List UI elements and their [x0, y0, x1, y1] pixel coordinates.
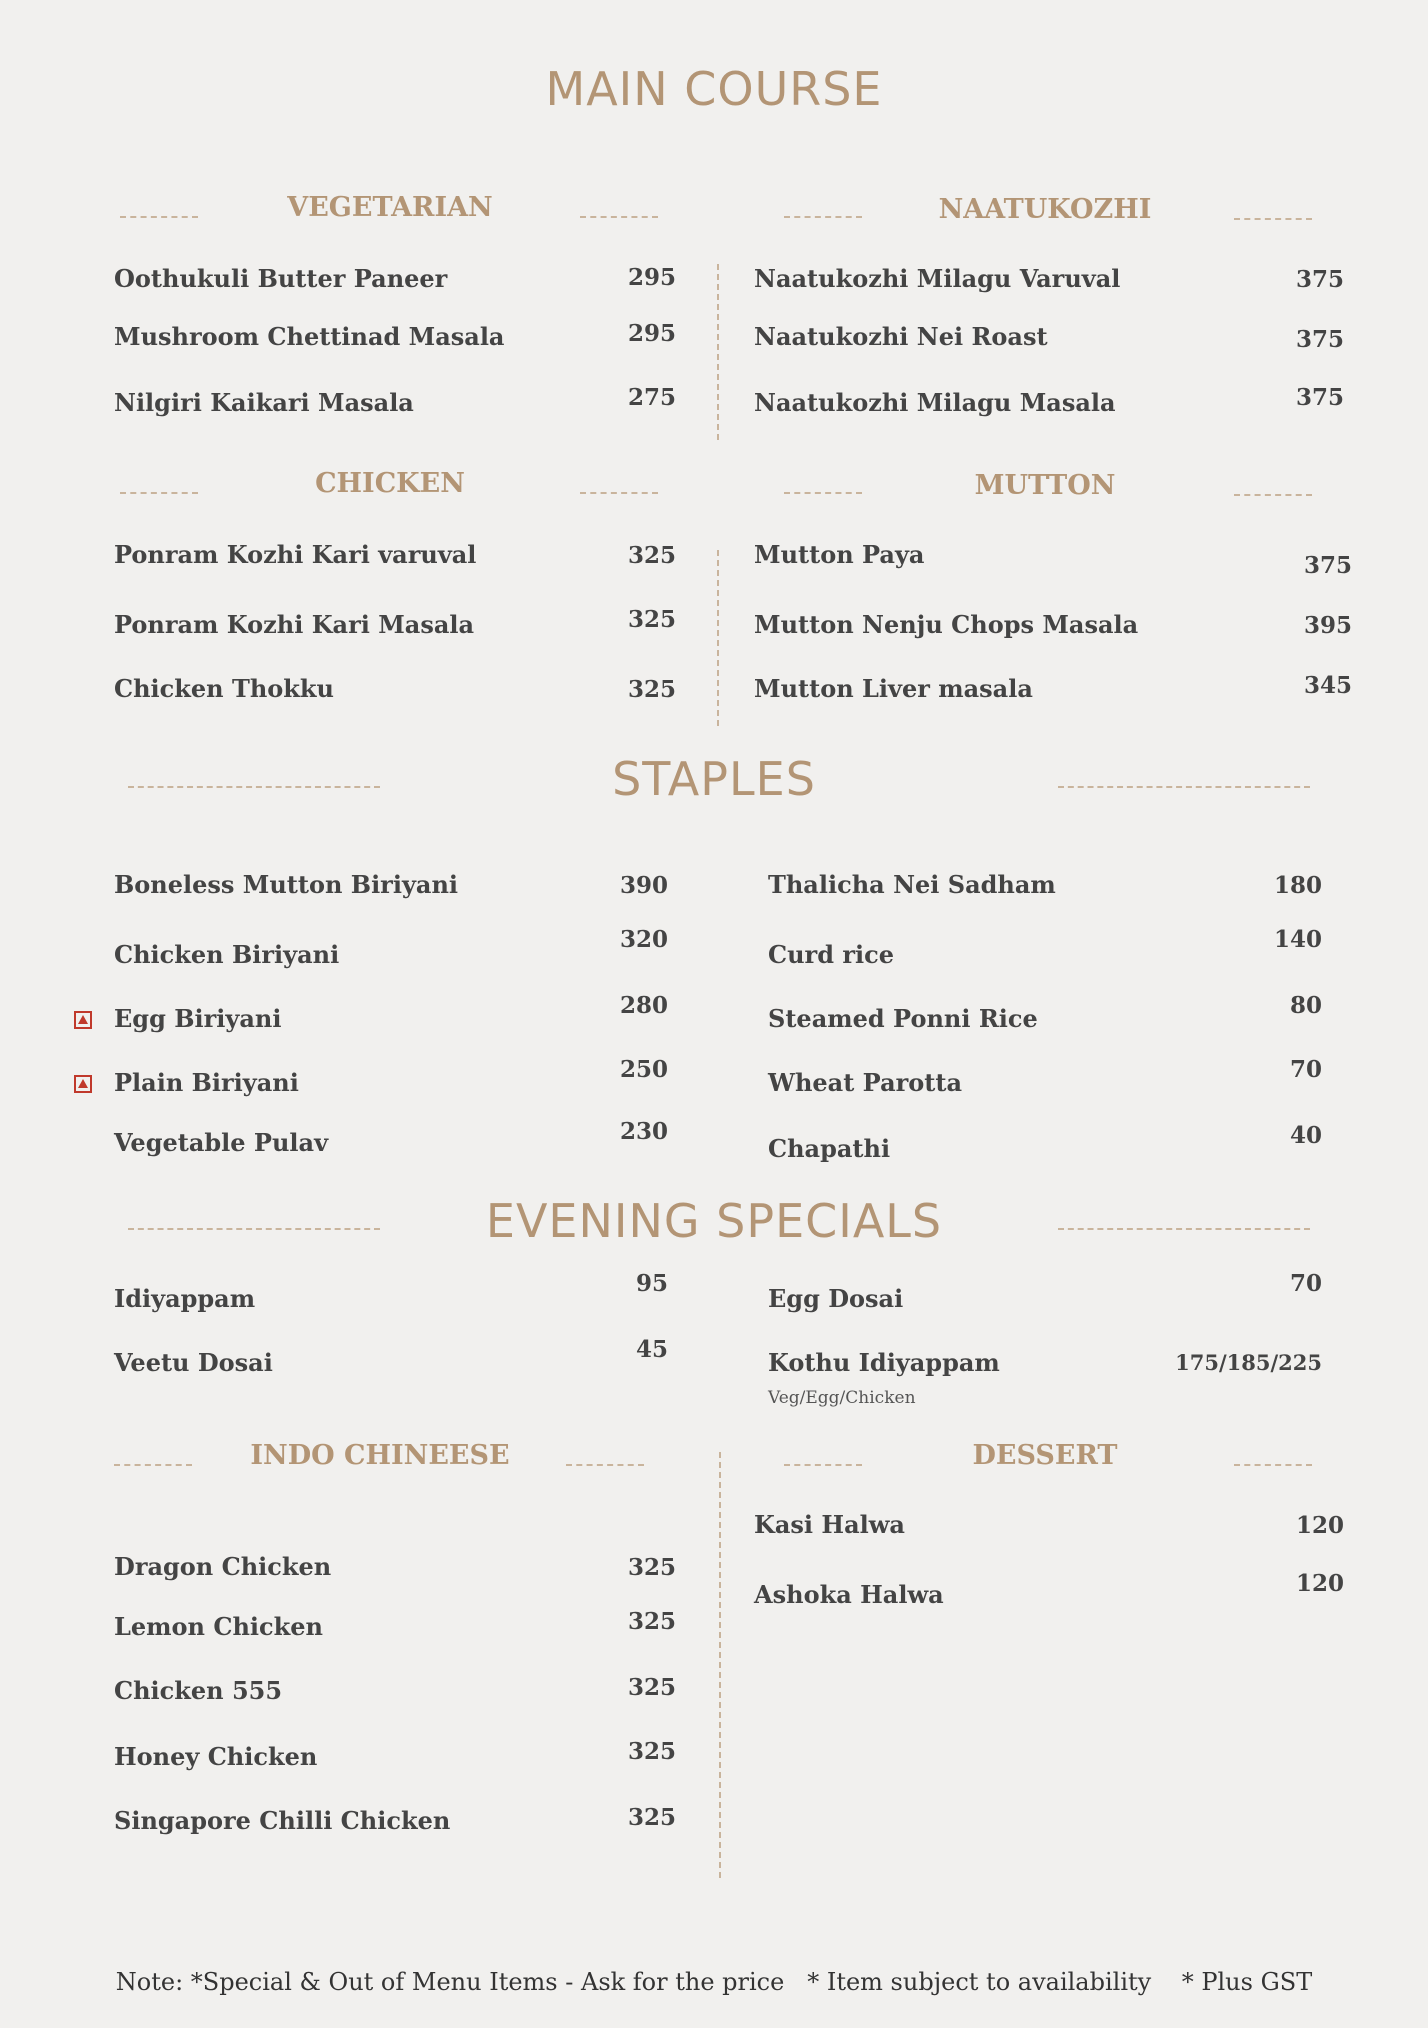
menu-item-price: 120 [1295, 1570, 1344, 1597]
menu-item-name: Dragon Chicken [114, 1552, 332, 1581]
menu-item-price: 120 [1295, 1512, 1344, 1539]
menu-item-name: Mutton Paya [754, 540, 925, 569]
menu-item-price: 295 [627, 264, 676, 291]
menu-item-price: 325 [627, 1674, 676, 1701]
menu-item-price: 325 [627, 1554, 676, 1581]
menu-item-name: Thalicha Nei Sadham [768, 870, 1056, 899]
menu-item-name: Wheat Parotta [768, 1068, 962, 1097]
menu-item-name: Naatukozhi Milagu Varuval [754, 264, 1121, 293]
menu-item-price: 325 [627, 1738, 676, 1765]
non-veg-icon [74, 1075, 92, 1093]
menu-item-price: 295 [627, 320, 676, 347]
menu-item-name: Curd rice [768, 940, 894, 969]
divider [120, 216, 198, 218]
indo-chineese-title: INDO CHINEESE [250, 1440, 510, 1471]
menu-item-name: Nilgiri Kaikari Masala [114, 388, 414, 417]
menu-item-name: Chapathi [768, 1134, 891, 1163]
menu-item-price: 70 [1289, 1056, 1322, 1083]
divider [784, 492, 862, 494]
divider [784, 216, 862, 218]
mutton-title: MUTTON [974, 470, 1116, 501]
divider [566, 1464, 644, 1466]
naatukozhi-title: NAATUKOZHI [938, 194, 1152, 225]
divider [1234, 218, 1312, 220]
menu-item-price: 345 [1303, 672, 1352, 699]
menu-item-price: 375 [1295, 266, 1344, 293]
vegetarian-title: VEGETARIAN [287, 192, 493, 223]
menu-item-name: Naatukozhi Milagu Masala [754, 388, 1116, 417]
menu-item-price: 320 [619, 926, 668, 953]
menu-item-price: 375 [1295, 384, 1344, 411]
menu-item-price: 325 [627, 1608, 676, 1635]
menu-item-price: 375 [1295, 326, 1344, 353]
menu-item-name: Lemon Chicken [114, 1612, 323, 1641]
divider [580, 492, 658, 494]
menu-item-price: 395 [1303, 612, 1352, 639]
menu-item-name: Ashoka Halwa [754, 1580, 944, 1609]
menu-item-price: 80 [1289, 992, 1322, 1019]
main-course-title: MAIN COURSE [545, 62, 883, 116]
menu-item-price: 230 [619, 1118, 668, 1145]
menu-item-price: 40 [1289, 1122, 1322, 1149]
menu-item-name: Veetu Dosai [114, 1348, 273, 1377]
column-divider [717, 550, 719, 726]
footer-note: Note: *Special & Out of Menu Items - Ask for the price * Item subject to availability * Plus GST [115, 1968, 1313, 1996]
menu-item-price: 280 [619, 992, 668, 1019]
menu-item-price: 180 [1273, 872, 1322, 899]
menu-item-price: 70 [1289, 1270, 1322, 1297]
menu-item-price: 325 [627, 1804, 676, 1831]
menu-item-price: 325 [627, 676, 676, 703]
menu-item-name: Mutton Nenju Chops Masala [754, 610, 1139, 639]
divider [1058, 1228, 1310, 1230]
menu-item-name: Egg Biriyani [114, 1004, 282, 1033]
chicken-title: CHICKEN [315, 468, 465, 499]
non-veg-icon [74, 1011, 92, 1029]
divider [580, 216, 658, 218]
evening-specials-title: EVENING SPECIALS [485, 1194, 943, 1248]
menu-item-name: Kothu Idiyappam [768, 1348, 1000, 1377]
column-divider [719, 1452, 721, 1878]
menu-item-name: Vegetable Pulav [114, 1128, 329, 1157]
menu-item-name: Mushroom Chettinad Masala [114, 322, 505, 351]
menu-item-name: Plain Biriyani [114, 1068, 299, 1097]
menu-item-price: 45 [635, 1336, 668, 1363]
menu-item-name: Naatukozhi Nei Roast [754, 322, 1048, 351]
menu-item-name: Egg Dosai [768, 1284, 904, 1313]
dessert-title: DESSERT [972, 1440, 1118, 1471]
menu-item-price: 140 [1273, 926, 1322, 953]
divider [1234, 1464, 1312, 1466]
divider [784, 1464, 862, 1466]
menu-item-name: Idiyappam [114, 1284, 256, 1313]
menu-item-note: Veg/Egg/Chicken [768, 1388, 916, 1408]
menu-item-name: Mutton Liver masala [754, 674, 1033, 703]
menu-item-name: Chicken Thokku [114, 674, 335, 703]
divider [120, 492, 198, 494]
menu-item-name: Honey Chicken [114, 1742, 318, 1771]
menu-item-name: Kasi Halwa [754, 1510, 905, 1539]
menu-item-price: 390 [619, 872, 668, 899]
menu-item-price: 325 [627, 606, 676, 633]
menu-item-name: Steamed Ponni Rice [768, 1004, 1038, 1033]
divider [1234, 494, 1312, 496]
menu-item-price: 95 [635, 1270, 668, 1297]
menu-item-name: Ponram Kozhi Kari Masala [114, 610, 475, 639]
menu-item-name: Chicken Biriyani [114, 940, 340, 969]
menu-item-price: 175/185/225 [1175, 1350, 1322, 1375]
divider [114, 1464, 192, 1466]
staples-title: STAPLES [612, 752, 816, 806]
column-divider [717, 264, 719, 440]
menu-item-name: Ponram Kozhi Kari varuval [114, 540, 477, 569]
menu-item-name: Boneless Mutton Biriyani [114, 870, 459, 899]
menu-item-price: 375 [1303, 552, 1352, 579]
menu-item-name: Chicken 555 [114, 1676, 283, 1705]
menu-item-name: Singapore Chilli Chicken [114, 1806, 451, 1835]
divider [1058, 786, 1310, 788]
menu-item-price: 250 [619, 1056, 668, 1083]
menu-item-price: 325 [627, 542, 676, 569]
menu-item-price: 275 [627, 384, 676, 411]
menu-item-name: Oothukuli Butter Paneer [114, 264, 448, 293]
